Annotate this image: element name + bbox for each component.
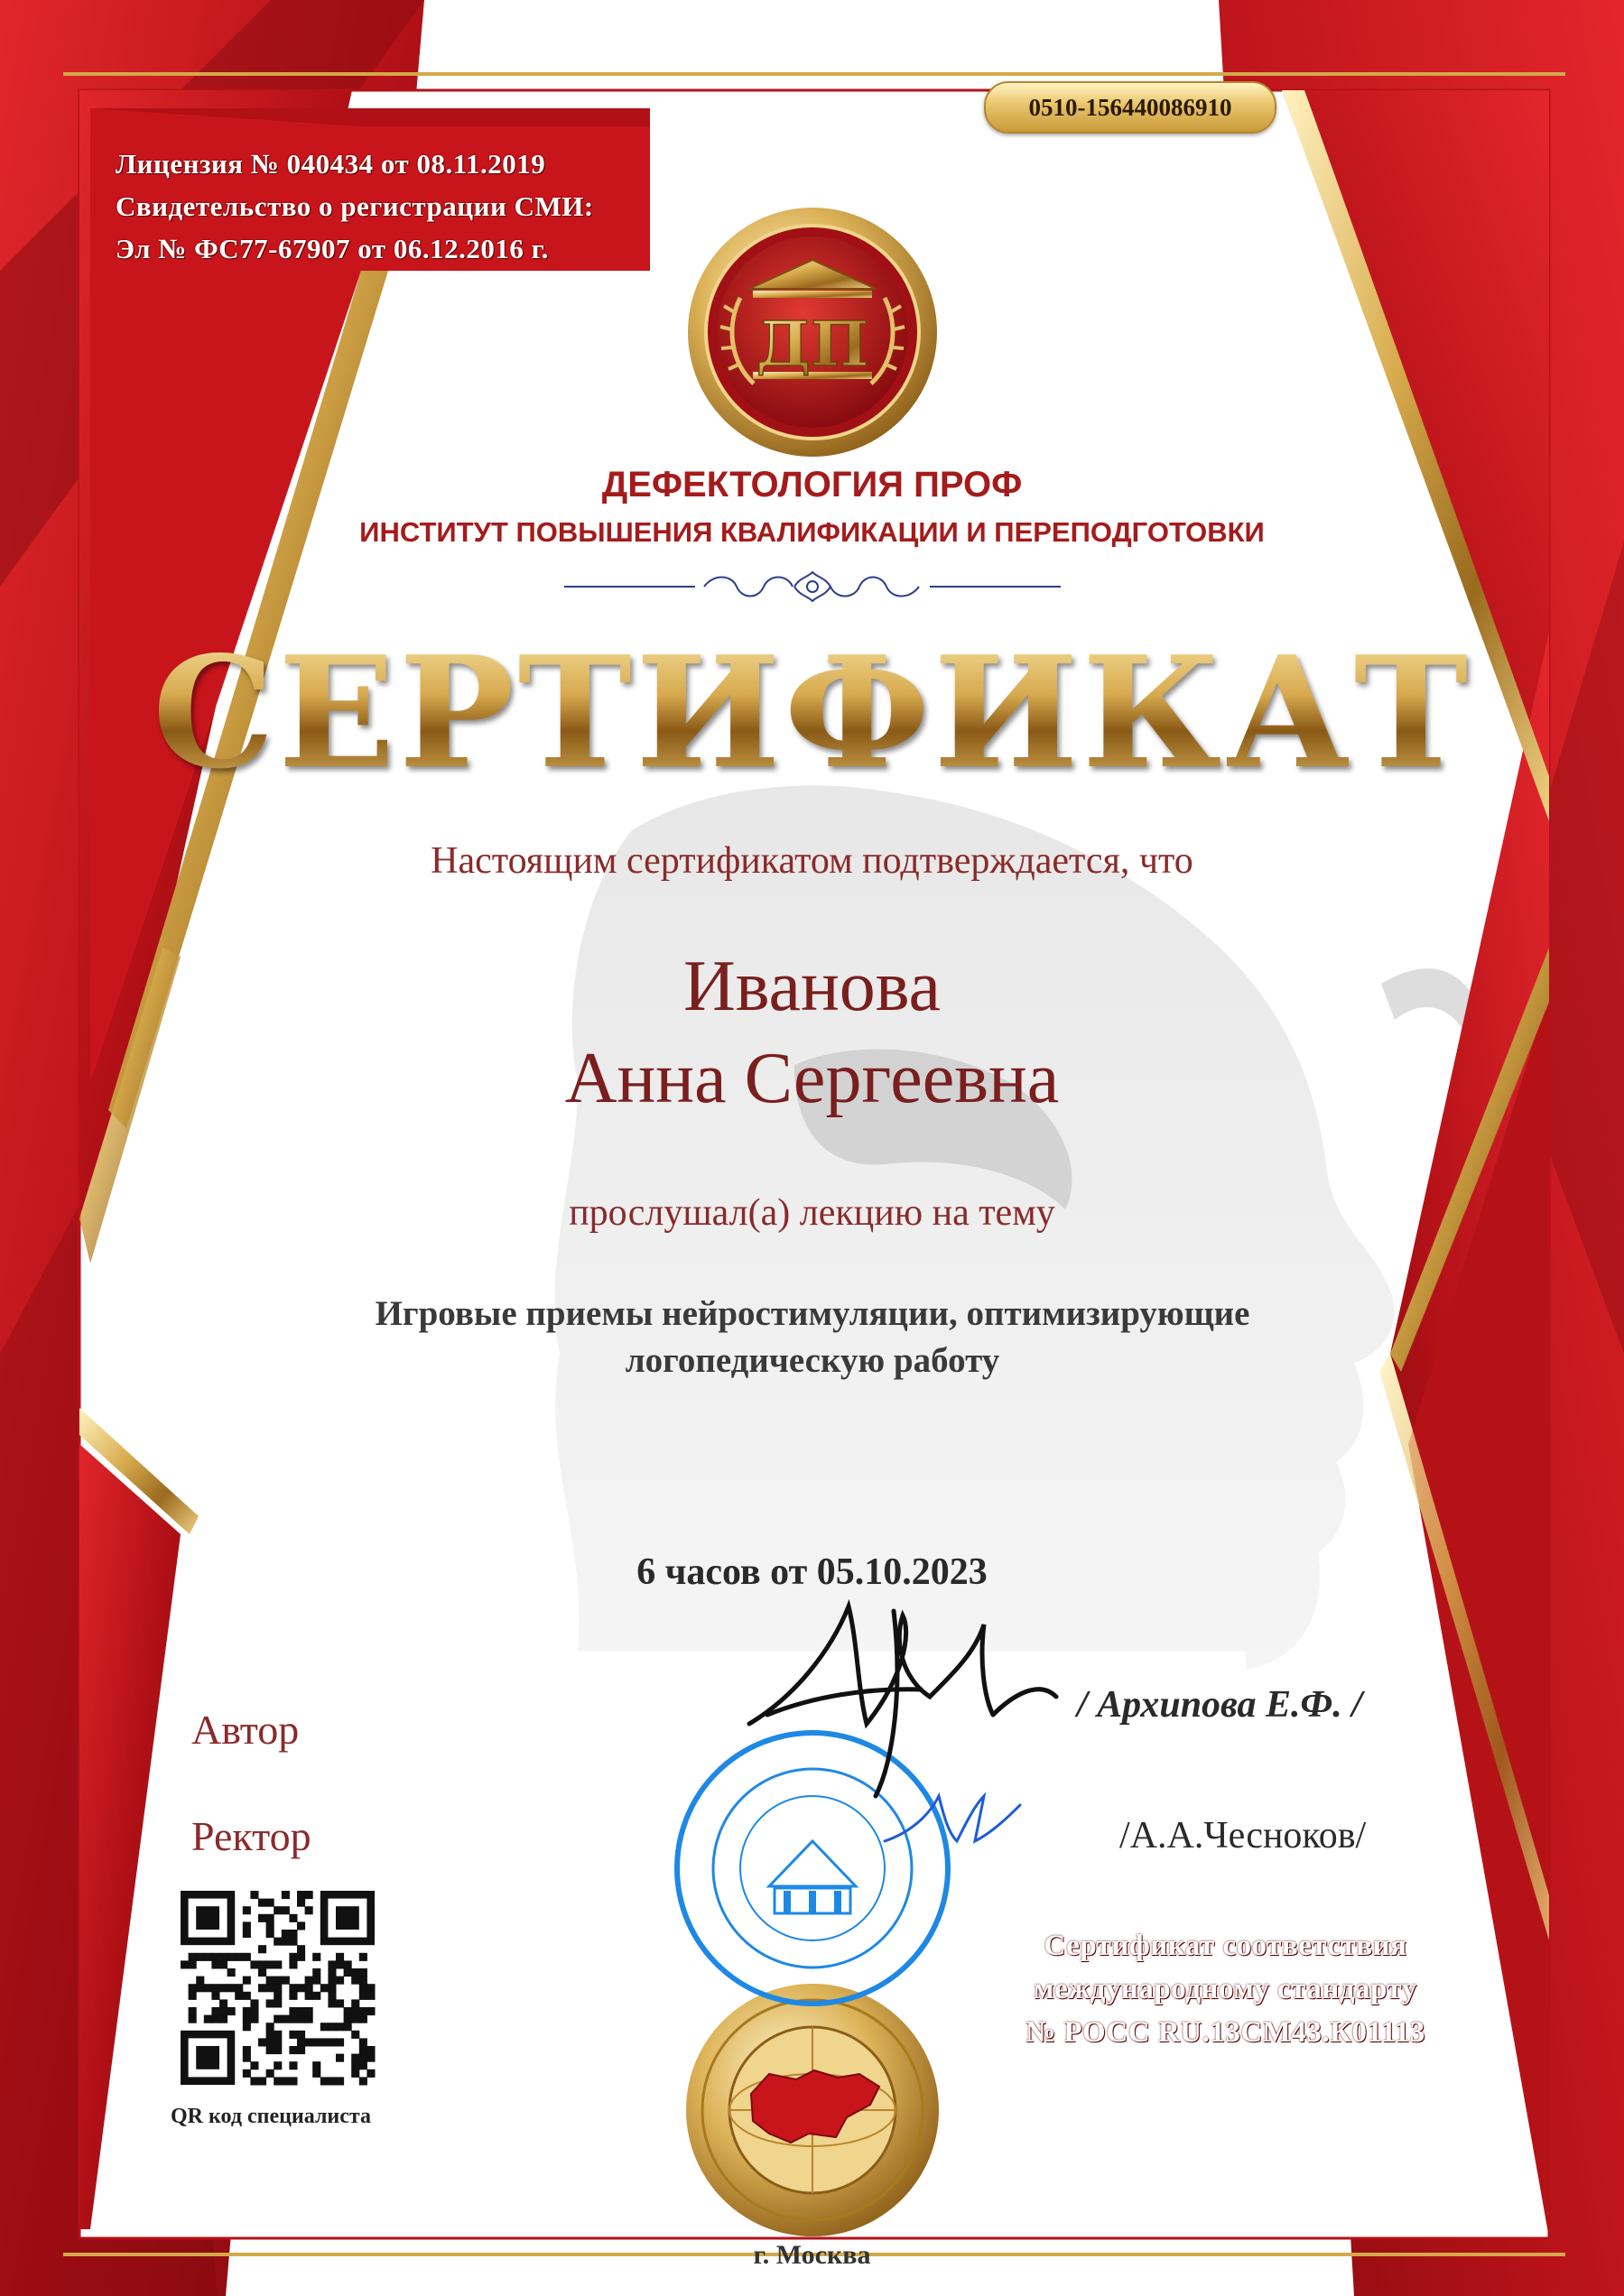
conformity-line: международному стандарту [1034,1973,1417,2005]
rector-label: Ректор [191,1813,311,1859]
qr-code [175,1885,380,2090]
institution-subtitle: ИНСТИТУТ ПОВЫШЕНИЯ КВАЛИФИКАЦИИ И ПЕРЕПОДГОТОВКИ [359,516,1265,548]
city-label: г. Москва [753,2240,871,2270]
media-registration-number: Эл № ФС77-67907 от 06.12.2016 г. [116,233,549,264]
institute-logo-emblem [688,208,937,457]
topic-line: логопедическую работу [625,1341,1000,1380]
conformity-certificate-text [998,1924,1453,2054]
certificate-title: СЕРТИФИКАТ [0,623,1624,803]
license-line: Лицензия № 040434 от 08.11.2019 [116,148,546,180]
lecture-topic [226,1291,1399,1384]
listened-text: прослушал(а) лекцию на тему [569,1192,1055,1234]
recipient-given-names: Анна Сергеевна [564,1039,1060,1118]
serial-number-badge: 0510-156440086910 [984,81,1276,134]
hours-and-date: 6 часов от 05.10.2023 [636,1551,988,1593]
media-registration-line: Свидетельство о регистрации СМИ: [116,190,594,222]
institution-name: ДЕФЕКТОЛОГИЯ ПРОФ [601,465,1023,505]
svg-text:ДП: ДП [756,309,869,381]
license-block [116,143,639,270]
conformity-line: № РОСС RU.13СМ43.К01113 [1025,2016,1425,2049]
author-name: / Архипова Е.Ф. / [1077,1684,1362,1726]
author-label: Автор [191,1707,300,1753]
confirmation-text: Настоящим сертификатом подтверждается, что [431,840,1193,882]
qr-caption: QR код специалиста [171,2105,371,2128]
rector-name: /А.А.Чесноков/ [1119,1815,1367,1856]
topic-line: Игровые приемы нейростимуляции, оптимизирующие [375,1294,1250,1333]
conformity-medal [686,1984,939,2236]
conformity-line: Сертификат соответствия [1044,1930,1407,1962]
recipient-surname: Иванова [682,947,942,1026]
